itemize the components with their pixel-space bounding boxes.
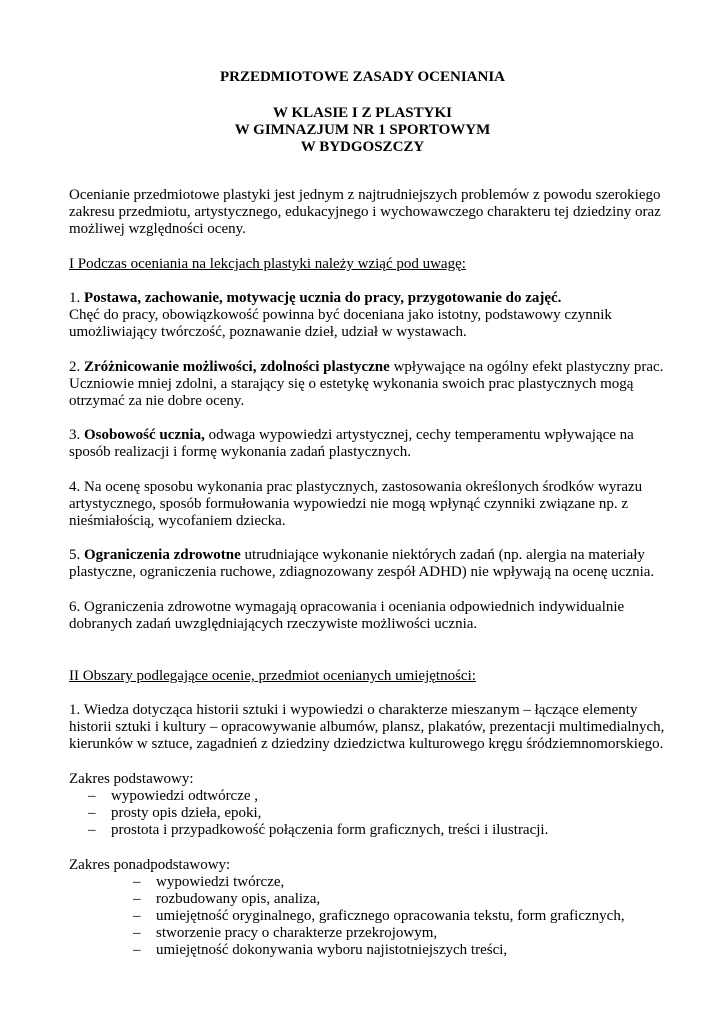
basic-item-2: prosty opis dzieła, epoki,	[111, 805, 262, 821]
s1-p5-bold: Ograniczenia zdrowotne	[84, 547, 241, 563]
title-line-3: W GIMNAZJUM NR 1 SPORTOWYM	[234, 122, 491, 138]
section-1-heading: I Podczas oceniania na lekcjach plastyki należy wziąć pod uwagę:	[69, 256, 466, 272]
title-line-2: W KLASIE I Z PLASTYKI	[273, 105, 452, 121]
intro-line-3: możliwej względności oceny.	[69, 221, 246, 237]
s1-p2-bold: Zróżnicowanie możliwości, zdolności plastyczne	[84, 359, 390, 375]
advanced-item-5-dash: –	[133, 942, 141, 958]
s1-p6-line-2: dobranych zadań uwzględniających rzeczywiste możliwości ucznia.	[69, 616, 478, 632]
s1-p5-rest: utrudniające wykonanie niektórych zadań (np. alergia na materiały	[240, 547, 645, 563]
s1-p3-line-2: sposób realizacji i formę wykonania zadań plastycznych.	[69, 444, 411, 460]
s1-p4-line-1: 4. Na ocenę sposobu wykonania prac plastycznych, zastosowania określonych środków wyrazu	[69, 479, 643, 495]
s2-p1-line-3: kierunków w sztuce, zagadnień z dziedziny dziedzictwa kulturowego kręgu śródziemnomorskiego.	[69, 736, 664, 752]
s1-p1-bold: Postawa, zachowanie, motywację ucznia do pracy, przygotowanie do zajęć.	[84, 290, 562, 306]
s2-p1-line-2: historii sztuki i kultury – opracowywanie albumów, plansz, plakatów, prezentacji multimedialnych,	[69, 719, 665, 735]
s1-p1-number: 1.	[69, 290, 84, 306]
basic-item-3: prostota i przypadkowość połączenia form graficznych, treści i ilustracji.	[111, 822, 549, 838]
advanced-item-3: umiejętność oryginalnego, graficznego opracowania tekstu, form graficznych,	[156, 908, 625, 924]
s1-p2-line-3: otrzymać za nie dobre oceny.	[69, 393, 245, 409]
basic-item-3-dash: –	[88, 822, 96, 838]
s1-p3-first-line	[69, 426, 634, 444]
s1-p1-line-2: Chęć do pracy, obowiązkowość powinna być doceniana jako istotny, podstawowy czynnik	[69, 307, 612, 323]
s1-p2-first-line	[69, 358, 663, 376]
section-2-heading: II Obszary podlegające ocenie, przedmiot ocenianych umiejętności:	[69, 668, 476, 684]
s1-p5-number: 5.	[69, 547, 84, 563]
advanced-item-1-dash: –	[133, 874, 141, 890]
advanced-item-2: rozbudowany opis, analiza,	[156, 891, 321, 907]
basic-item-1-dash: –	[88, 788, 96, 804]
title-line-1: PRZEDMIOTOWE ZASADY OCENIANIA	[219, 69, 506, 85]
s2-p1-line-1: 1. Wiedza dotycząca historii sztuki i wypowiedzi o charakterze mieszanym – łączące elementy	[69, 702, 638, 718]
s1-p1-first-line	[69, 289, 561, 307]
intro-line-1: Ocenianie przedmiotowe plastyki jest jednym z najtrudniejszych problemów z powodu szerokiego	[69, 187, 661, 203]
s1-p5-first-line	[69, 546, 645, 564]
s1-p5-line-2: plastyczne, ograniczenia ruchowe, zdiagnozowany zespół ADHD) nie wpływają na ocenę ucznia.	[69, 564, 655, 580]
s1-p2-rest: wpływające na ogólny efekt plastyczny prac.	[389, 359, 664, 375]
basic-scope-label: Zakres podstawowy:	[69, 771, 194, 787]
basic-item-1: wypowiedzi odtwórcze ,	[111, 788, 259, 804]
advanced-item-5: umiejętność dokonywania wyboru najistotniejszych treści,	[156, 942, 508, 958]
s1-p2-line-2: Uczniowie mniej zdolni, a starający się o estetykę wykonania swoich prac plastycznych mogą	[69, 376, 634, 392]
advanced-item-3-dash: –	[133, 908, 141, 924]
s1-p2-number: 2.	[69, 359, 84, 375]
advanced-scope-label: Zakres ponadpodstawowy:	[69, 857, 231, 873]
advanced-item-2-dash: –	[133, 891, 141, 907]
intro-line-2: zakresu przedmiotu, artystycznego, edukacyjnego i wychowawczego charakteru tej dziedziny oraz	[69, 204, 661, 220]
s1-p3-bold: Osobowość ucznia,	[84, 427, 205, 443]
basic-item-2-dash: –	[88, 805, 96, 821]
s1-p4-line-2: artystycznego, sposób formułowania wypowiedzi nie mogą wpłynąć czynniki związane np. z	[69, 496, 628, 512]
s1-p3-number: 3.	[69, 427, 84, 443]
s1-p4-line-3: nieśmiałością, wycofaniem dziecka.	[69, 513, 286, 529]
title-line-4: W BYDGOSZCZY	[300, 139, 425, 155]
advanced-item-1: wypowiedzi twórcze,	[156, 874, 285, 890]
s1-p6-line-1: 6. Ograniczenia zdrowotne wymagają opracowania i oceniania odpowiednich indywidualnie	[69, 599, 625, 615]
advanced-item-4-dash: –	[133, 925, 141, 941]
s1-p3-rest: odwaga wypowiedzi artystycznej, cechy temperamentu wpływające na	[204, 427, 634, 443]
s1-p1-line-3: umożliwiający twórczość, poznawanie dzieł, udział w wystawach.	[69, 324, 467, 340]
advanced-item-4: stworzenie pracy o charakterze przekrojowym,	[156, 925, 438, 941]
